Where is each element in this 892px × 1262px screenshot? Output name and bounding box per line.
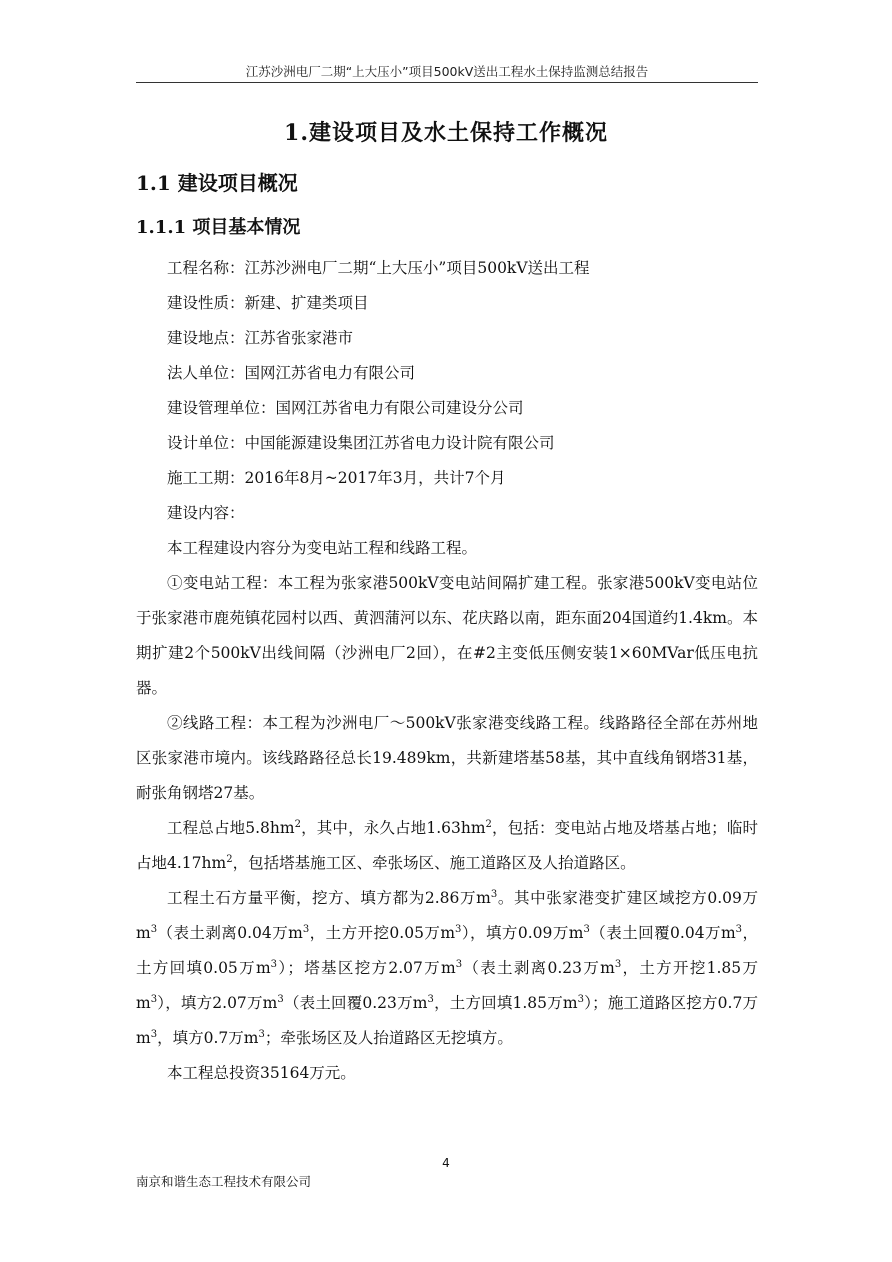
field-design-unit: 设计单位：中国能源建设集团江苏省电力设计院有限公司 [167,434,555,452]
paragraph-investment: 本工程总投资35164万元。 [167,1064,356,1082]
paragraph-substation: ①变电站工程：本工程为张家港500kV变电站间隔扩建工程。张家港500kV变电站位于张家港市鹿苑镇花园村以西、黄泗蒲河以东、花庆路以南，距东面204国道约1.4km。本期扩建2个500kV出线间隔（沙洲电厂2回），在#2主变低压侧安装1×60MVar低压电抗器。 [136,574,758,697]
field-construction-content: 建设内容： [167,504,245,522]
field-project-name: 工程名称：江苏沙洲电厂二期“上大压小”项目500kV送出工程 [167,259,590,277]
page-number: 4 [442,1156,450,1170]
subsection-heading: 1.1.1 项目基本情况 [136,217,301,238]
field-construction-location: 建设地点：江苏省张家港市 [167,329,354,347]
paragraph-earthwork: 工程土石方量平衡，挖方、填方都为2.86万$m^3$。其中张家港变扩建区域挖方0.09万$m^3$（表土剥离0.04万$m^3$，土方开挖0.05万$m^3$），填方0.09万$m^3$（表土回覆0.04万$m^3$，土方回填0.05万$m^3$）；塔基区挖方2.07万$m^3$（表土剥离0.23万$m^3$，土方开挖1.85万$m^3$），填方2.07万$m^3$（表土回覆0.23万$m^3$，土方回填1.85万$m^3$）；施工道路区挖方0.7万$m^3$，填方0.7万$m^3$；牵张场区及人抬道路区无挖填方。 [136,888,759,1047]
chapter-title: 1.建设项目及水土保持工作概况 [284,120,608,146]
field-construction-nature: 建设性质：新建、扩建类项目 [167,294,369,312]
field-legal-entity: 法人单位：国网江苏省电力有限公司 [167,364,416,382]
paragraph-intro: 本工程建设内容分为变电站工程和线路工程。 [167,539,478,557]
section-heading: 1.1 建设项目概况 [136,171,298,195]
running-header: 江苏沙洲电厂二期“上大压小”项目500kV送出工程水土保持监测总结报告 [245,64,649,79]
field-construction-period: 施工工期：2016年8月~2017年3月，共计7个月 [167,469,506,487]
paragraph-land: 工程总占地$5.8hm^2$，其中，永久占地$1.63hm^2$，包括：变电站占地及塔基占地；临时占地$4.17hm^2$，包括塔基施工区、牵张场区、施工道路区及人抬道路区。 [136,818,758,872]
footer-company: 南京和谐生态工程技术有限公司 [136,1174,312,1189]
header-divider [136,82,758,83]
document-body [136,251,758,1091]
paragraph-line: ②线路工程：本工程为沙洲电厂～500kV张家港变线路工程。线路路径全部在苏州地区张家港市境内。该线路路径总长19.489km，共新建塔基58基，其中直线角钢塔31基，耐张角钢塔27基。 [136,714,758,802]
field-management-unit: 建设管理单位：国网江苏省电力有限公司建设分公司 [167,399,524,417]
